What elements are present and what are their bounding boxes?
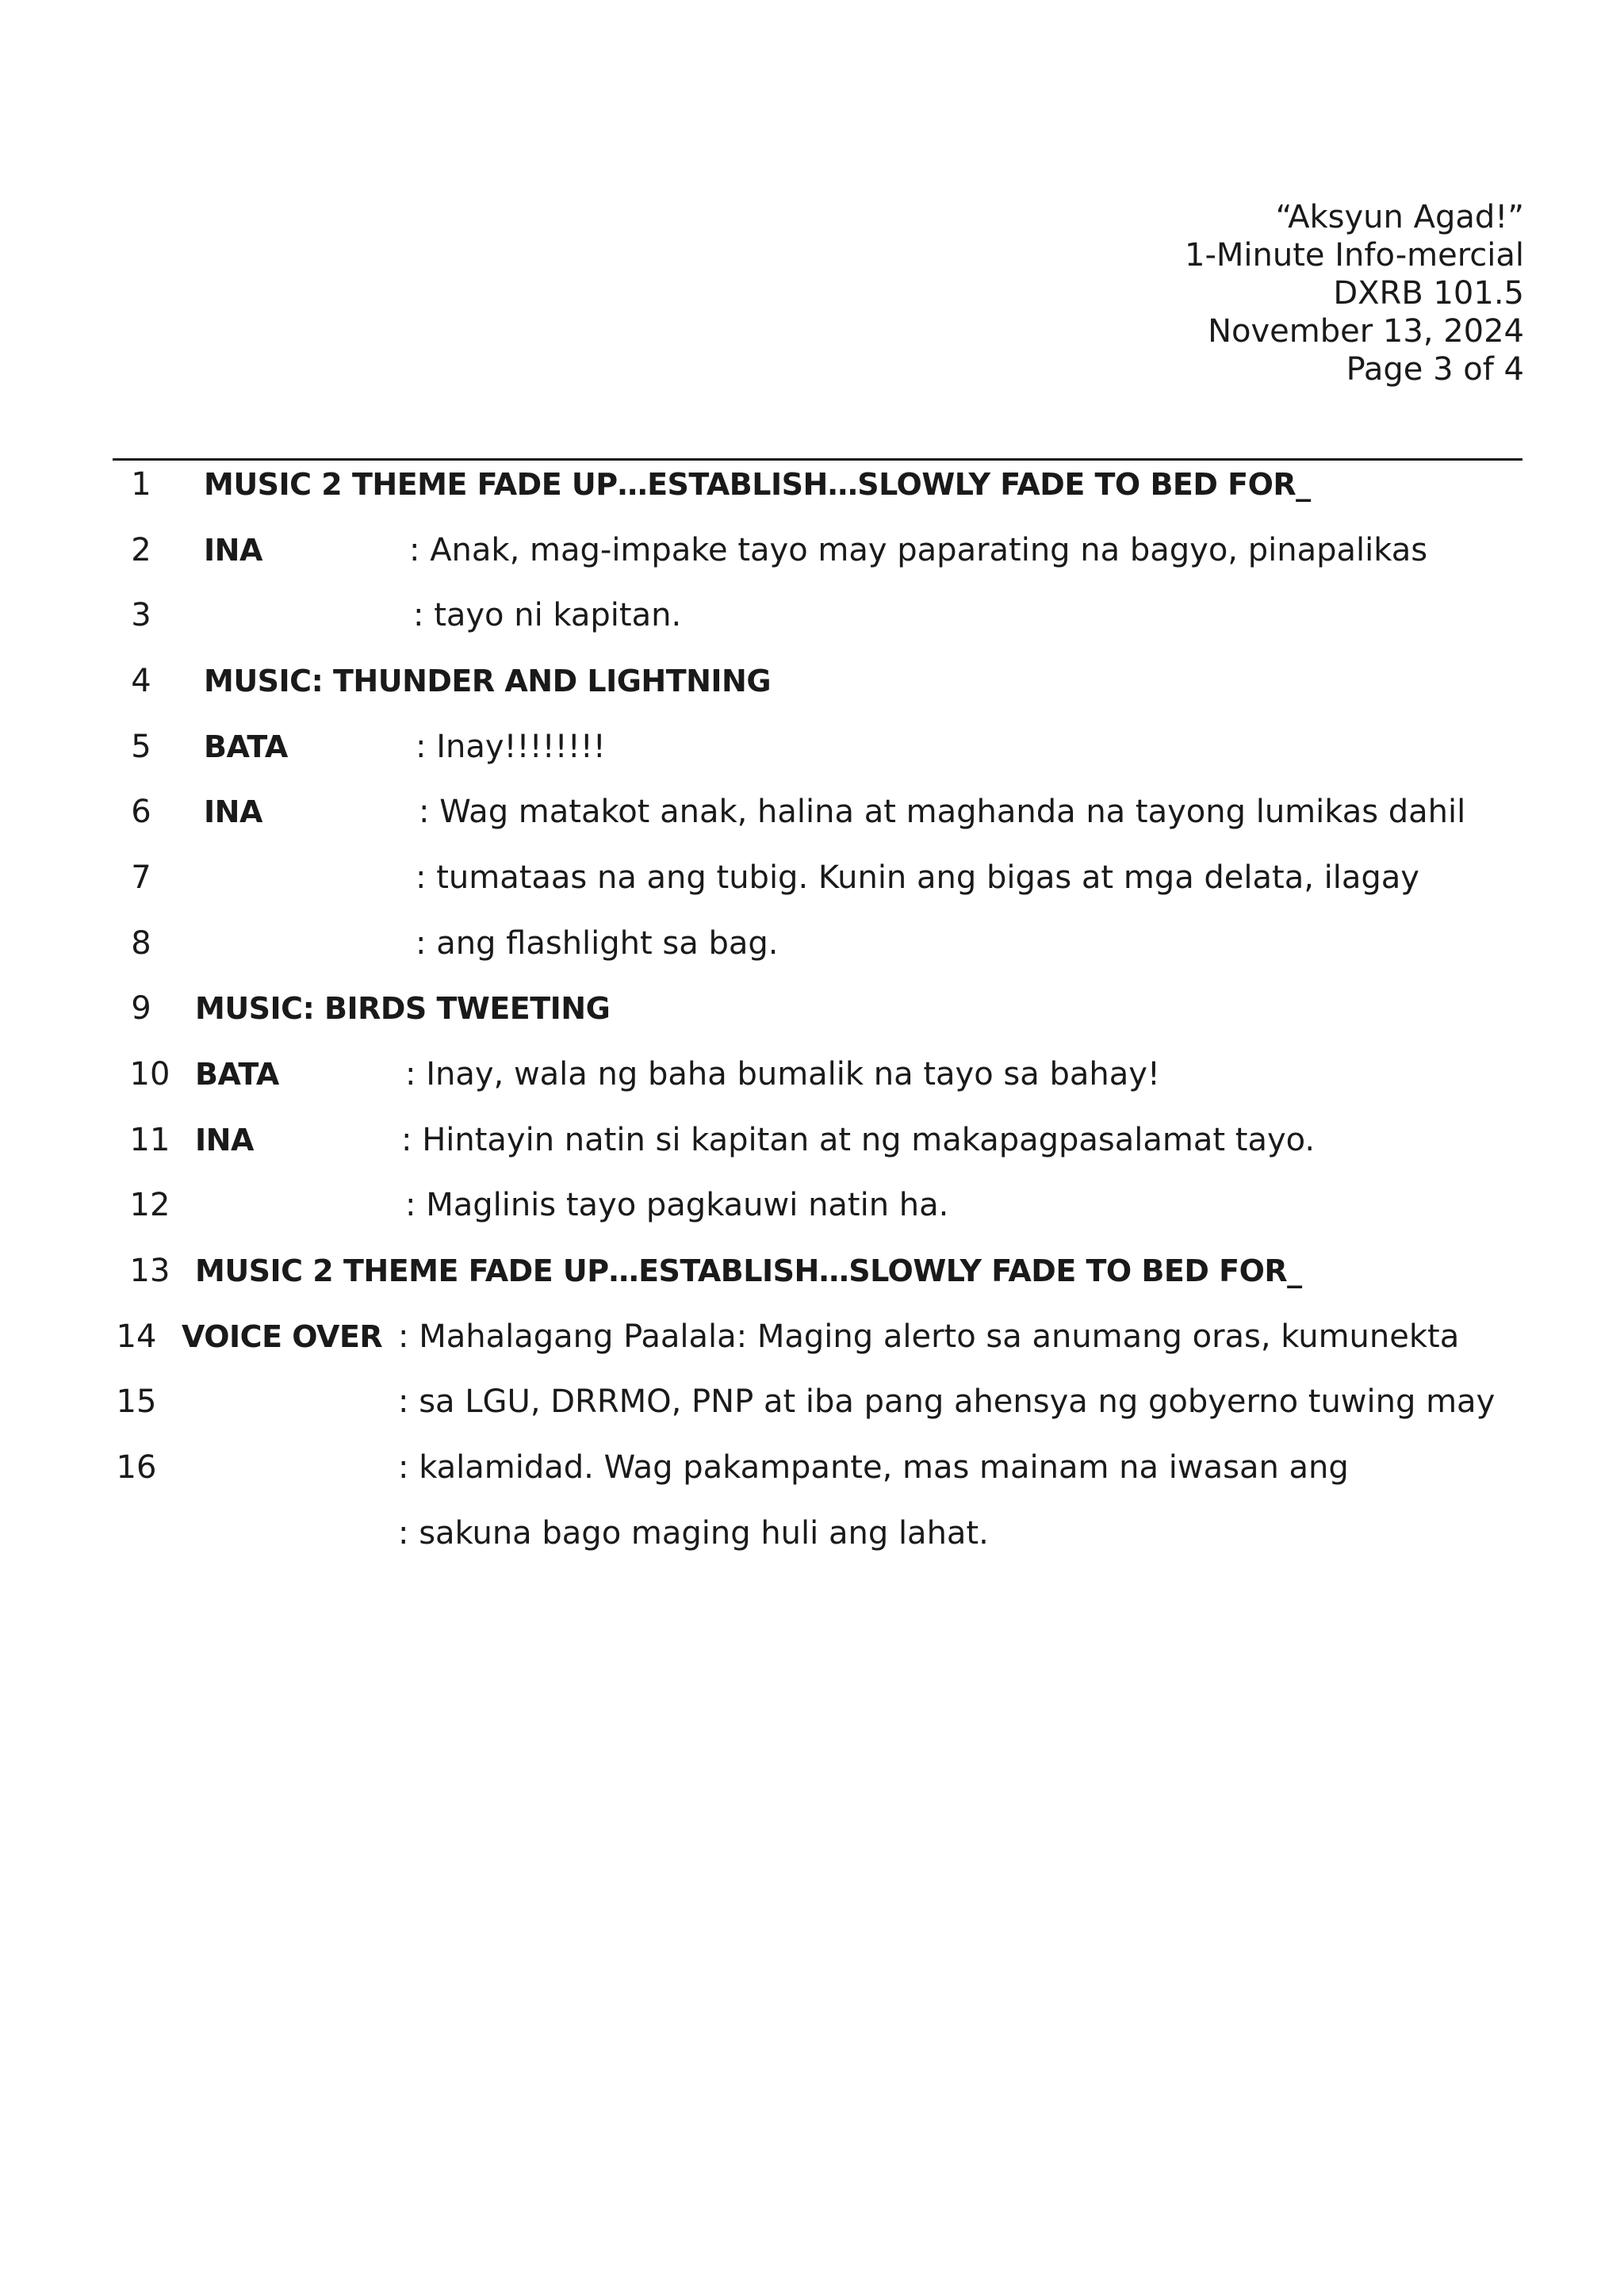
dialogue-text: : Maglinis tayo pagkauwi natin ha.: [405, 1187, 949, 1223]
line-number: 10: [129, 1056, 170, 1093]
line-number: 14: [116, 1318, 157, 1355]
line-number: 16: [116, 1449, 157, 1486]
document-header: [1185, 198, 1524, 388]
dialogue-text: : Inay, wala ng baha bumalik na tayo sa bahay!: [405, 1056, 1160, 1093]
dialogue-text: : sa LGU, DRRMO, PNP at iba pang ahensya ng gobyerno tuwing may: [398, 1383, 1496, 1420]
header-station: DXRB 101.5: [1333, 275, 1524, 312]
line-number: 4: [131, 663, 151, 699]
header-date: November 13, 2024: [1208, 313, 1524, 350]
line-number: 15: [116, 1383, 157, 1420]
line-number: 7: [131, 859, 151, 896]
header-format: 1-Minute Info-mercial: [1185, 237, 1524, 274]
dialogue-text: : ang flashlight sa bag.: [416, 925, 779, 962]
header-title: “Aksyun Agad!”: [1275, 199, 1524, 235]
speaker-name: BATA: [204, 729, 288, 764]
speaker-name: VOICE OVER: [182, 1319, 383, 1354]
line-number: 12: [129, 1187, 170, 1223]
line-number: 5: [131, 729, 151, 765]
dialogue-text: : Hintayin natin si kapitan at ng makapagpasalamat tayo.: [401, 1122, 1316, 1158]
music-cue: MUSIC: THUNDER AND LIGHTNING: [204, 664, 772, 698]
music-cue: MUSIC 2 THEME FADE UP…ESTABLISH…SLOWLY FADE TO BED FOR_: [195, 1253, 1302, 1288]
header-page-number: Page 3 of 4: [1346, 351, 1524, 388]
line-number: 9: [131, 990, 151, 1027]
speaker-name: BATA: [195, 1057, 279, 1092]
line-number: 1: [131, 466, 151, 503]
dialogue-text: : sakuna bago maging huli ang lahat.: [398, 1515, 989, 1552]
speaker-name: INA: [204, 794, 262, 829]
speaker-name: INA: [204, 533, 262, 568]
line-number: 2: [131, 532, 151, 568]
dialogue-text: : Anak, mag-impake tayo may paparating na bagyo, pinapalikas: [409, 532, 1428, 568]
line-number: 6: [131, 794, 151, 830]
dialogue-text: : tumataas na ang tubig. Kunin ang bigas at mga delata, ilagay: [416, 859, 1419, 896]
line-number: 11: [129, 1122, 170, 1158]
dialogue-text: : Wag matakot anak, halina at maghanda na tayong lumikas dahil: [419, 794, 1466, 830]
line-number: 13: [129, 1253, 170, 1289]
dialogue-text: : Mahalagang Paalala: Maging alerto sa anumang oras, kumunekta: [398, 1318, 1460, 1355]
dialogue-text: : kalamidad. Wag pakampante, mas mainam na iwasan ang: [398, 1449, 1349, 1486]
speaker-name: INA: [195, 1123, 254, 1158]
line-number: 8: [131, 925, 151, 962]
music-cue: MUSIC 2 THEME FADE UP…ESTABLISH…SLOWLY FADE TO BED FOR_: [204, 467, 1311, 502]
line-number: 3: [131, 597, 151, 633]
dialogue-text: : tayo ni kapitan.: [413, 597, 682, 633]
dialogue-text: : Inay!!!!!!!!: [416, 729, 606, 765]
music-cue: MUSIC: BIRDS TWEETING: [195, 991, 611, 1026]
